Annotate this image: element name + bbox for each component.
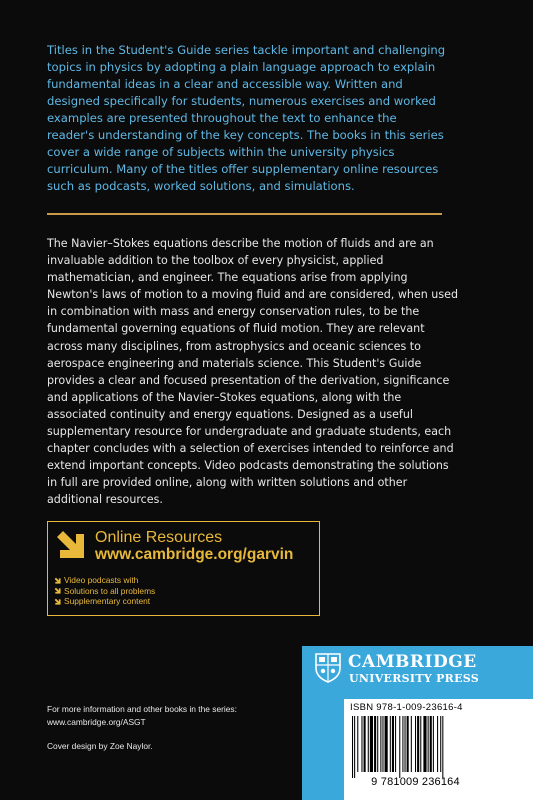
online-resources-title: Online Resources [95,529,223,546]
publisher-subtitle: UNIVERSITY PRESS [349,672,480,685]
barcode-digits: 9 781009 236164 [371,776,460,788]
online-resources-box[interactable] [47,521,320,616]
resource-label: Video podcasts with [64,575,139,586]
arrow-down-right-icon [54,528,86,560]
resource-label: Solutions to all problems [64,585,156,596]
arrow-down-right-icon [54,577,61,584]
barcode-box [344,699,533,800]
series-description: Titles in the Student's Guide series tackle important and challenging topics in physics by adopting a plain language approach to explain fundamental ideas in a clear and accessible way. Written and designed specifically for students, numerous exercises and worked examples are presented throughout the text to enhance the reader's understanding of the key concepts. The books in this series cover a wide range of subjects within the university physics curriculum. Many of the titles offer supplementary online resources such as podcasts, worked solutions, and simulations. [47,43,446,193]
list-item [54,586,155,597]
list-item [54,596,155,607]
divider-rule [47,213,442,215]
barcode-icon [350,716,485,778]
arrow-down-right-icon [54,598,61,605]
book-description: The Navier–Stokes equations describe the motion of fluids and are an invaluable addition to the toolbox of every physicist, applied mathematician, and engineer. The equations arise from applying Newton's laws of motion to a moving fluid and are considered, when used in combination with mass and energy conservation rules, to be the fundamental governing equations of fluid motion. They are relevant across many disciplines, from astrophysics and oceanic sciences to aerospace engineering and materials science. This Student's Guide provides a clear and focused presentation of the derivation, significance and applications of the Navier–Stokes equations, along with the associated continuity and energy equations. Designed as a useful supplementary resource for undergraduate and graduate students, each chapter concludes with a selection of exercises intended to reinforce and extend important concepts. Video podcasts demonstrating the solutions in full are provided online, along with written solutions and other additional resources. [47,237,458,507]
more-info-text: For more information and other books in the series: www.cambridge.org/ASGT [47,704,237,727]
resource-list [54,575,155,607]
isbn-label: ISBN 978-1-009-23616-4 [350,702,463,713]
list-item [54,575,155,586]
cambridge-crest-icon [315,653,341,683]
cover-design-credit: Cover design by Zoe Naylor. [47,741,153,751]
arrow-down-right-icon [54,587,61,594]
resource-label: Supplementary content [64,596,151,607]
publisher-name: CAMBRIDGE [348,652,477,672]
online-resources-url[interactable]: www.cambridge.org/garvin [95,546,294,563]
